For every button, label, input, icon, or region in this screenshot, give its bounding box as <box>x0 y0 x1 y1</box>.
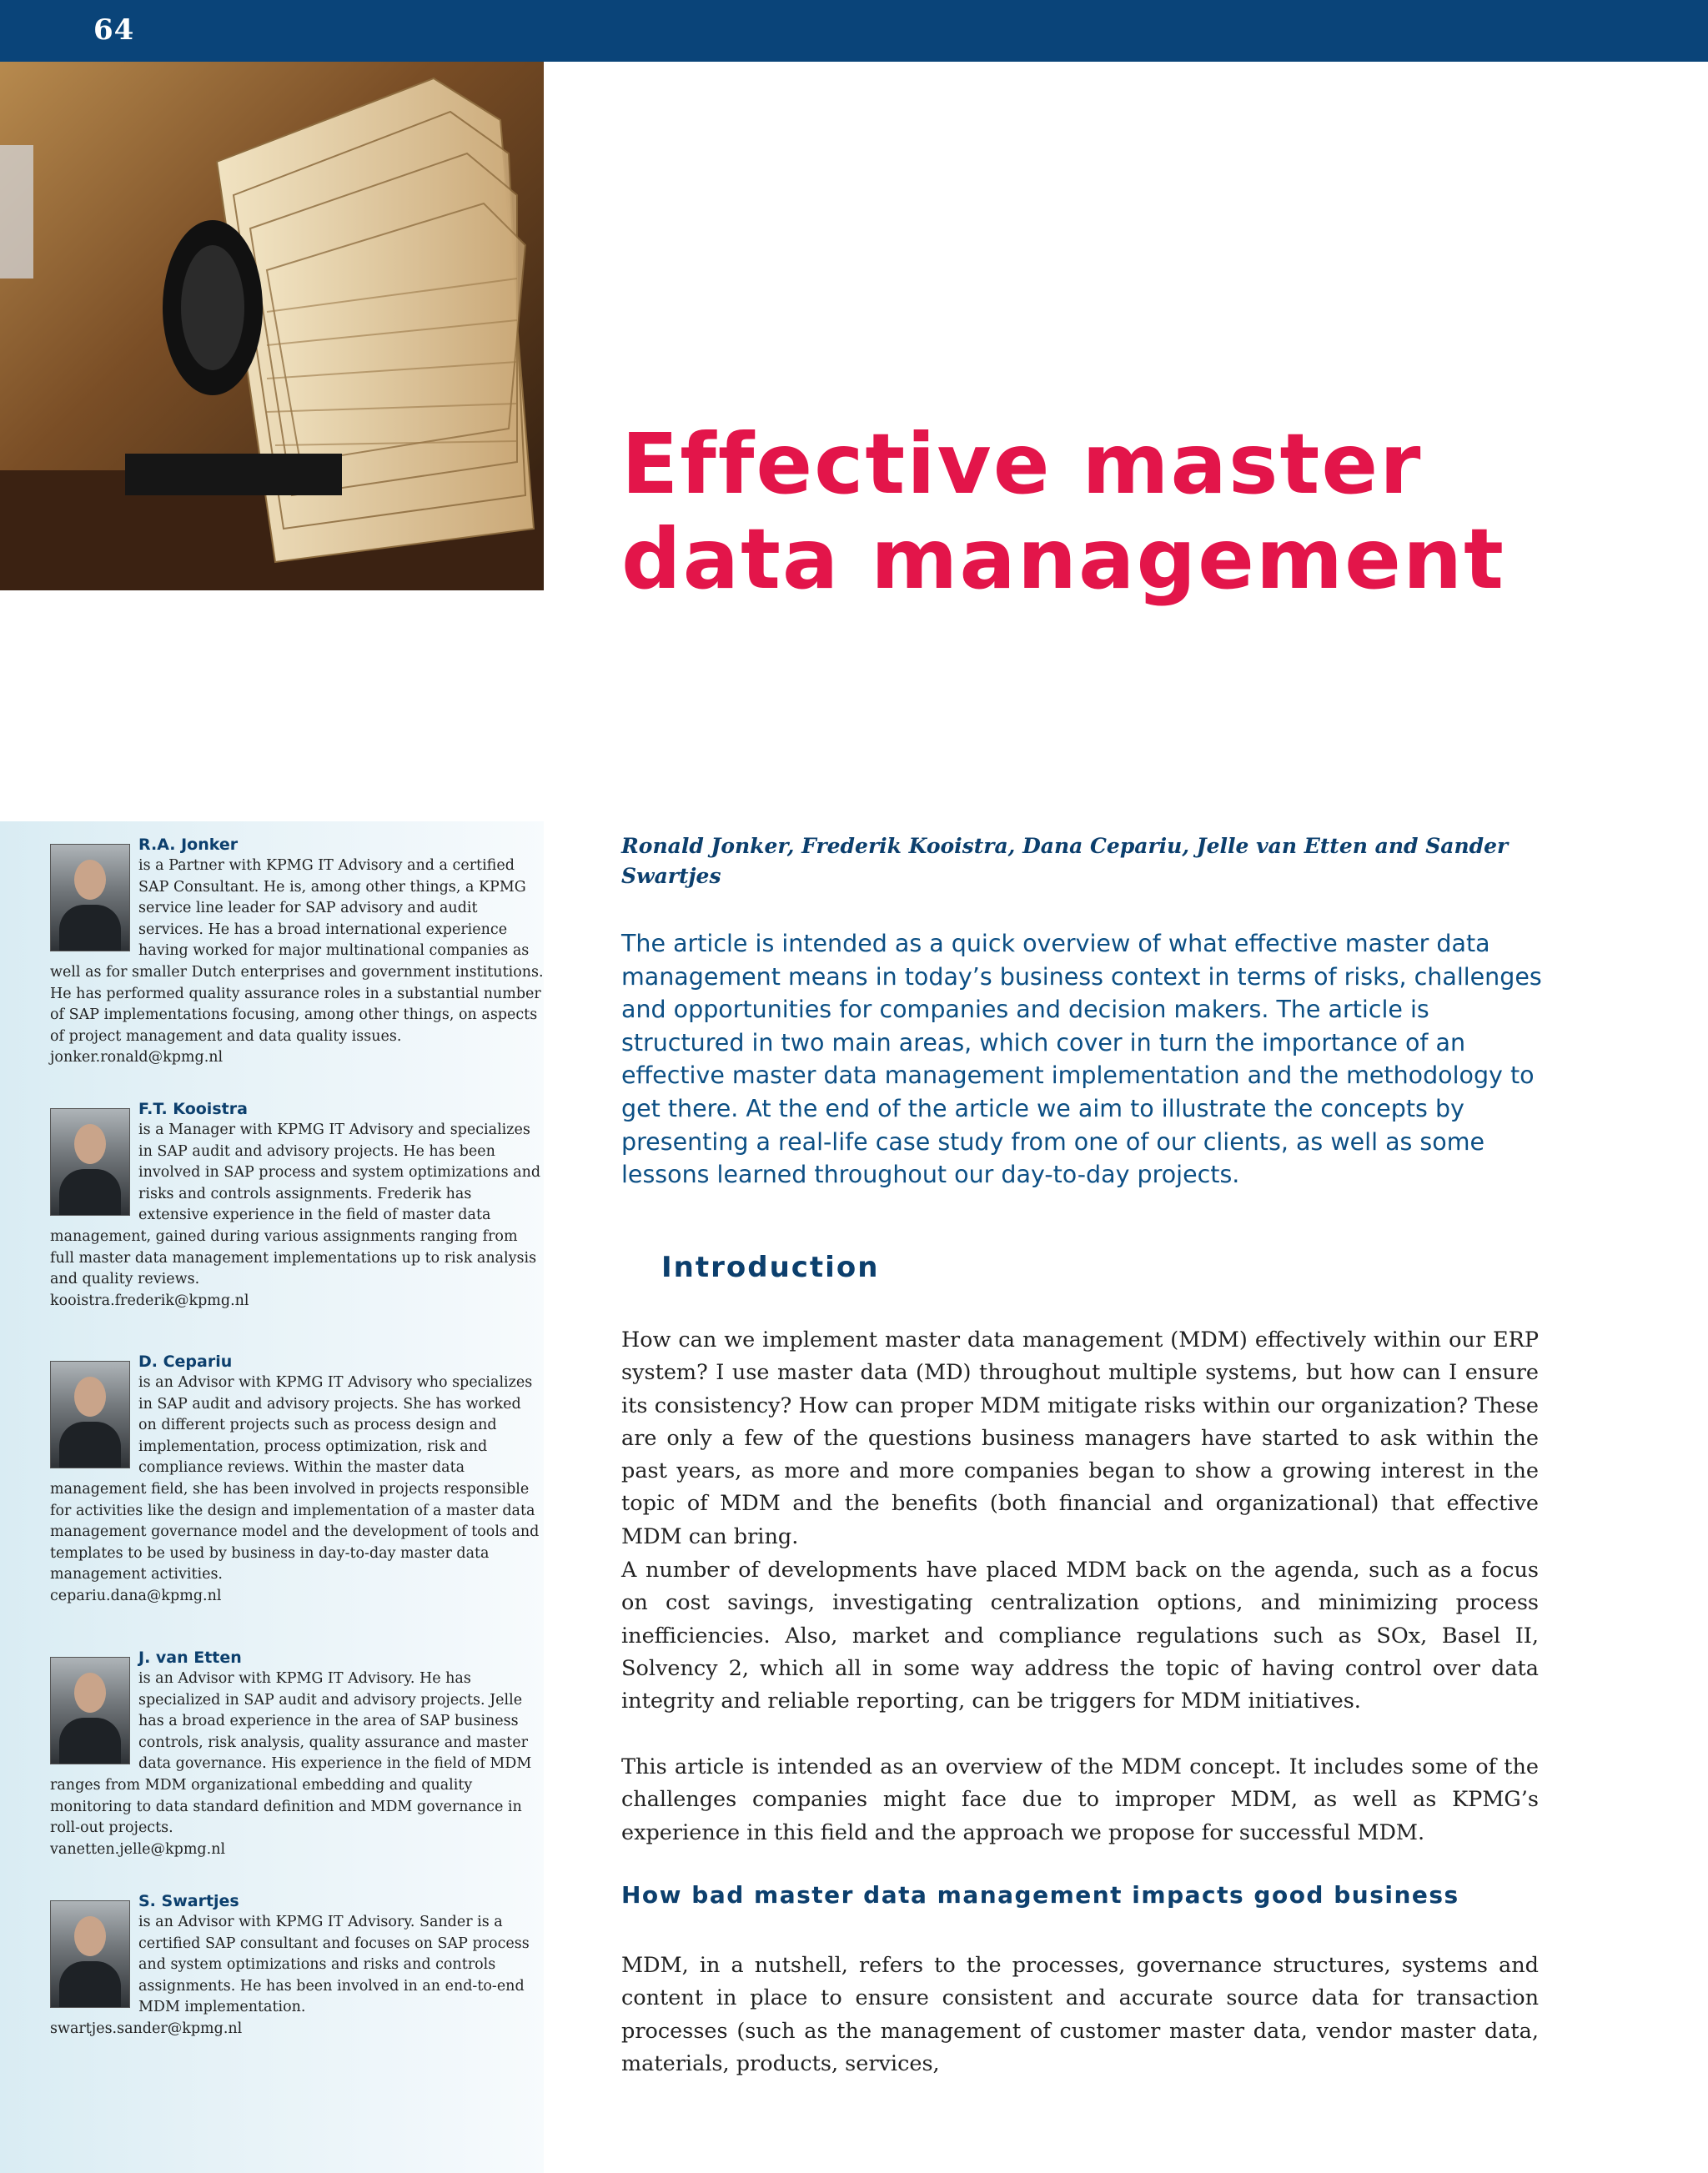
author-name: J. van Etten <box>138 1649 242 1667</box>
author-description: is an Advisor with KPMG IT Advisory. Sander is a certified SAP consultant and focuses on SAP process and system optimizations and risks and controls assignments. He has been involved in an end-to-end MDM implementation. <box>138 1914 530 2016</box>
author-photo <box>50 1900 130 2008</box>
title-line-2: data management <box>621 510 1505 608</box>
author-email: swartjes.sander@kpmg.nl <box>50 2020 243 2037</box>
author-bio <box>50 1647 544 1860</box>
author-bio <box>50 834 544 1069</box>
page-number: 64 <box>93 13 135 47</box>
author-email: vanetten.jelle@kpmg.nl <box>50 1840 226 1858</box>
body-paragraph-3: This article is intended as an overview of the MDM concept. It includes some of the challenges companies might face due to improper MDM, as well as KPMG’s experience in this field and the approach we propose for successful MDM. <box>621 1754 1539 1845</box>
author-description: is a Partner with KPMG IT Advisory and a certified SAP Consultant. He is, among other things, a KPMG service line leader for SAP advisory and audit services. He has a broad international experience having worked for major multinational companies as well as for smaller Dutch enterprises and government institutions. He has performed quality assurance roles in a substantial number of SAP implementations focusing, among other things, on aspects of project management and data quality issues. <box>50 857 544 1045</box>
author-description: is a Manager with KPMG IT Advisory and specializes in SAP audit and advisory projects. He has been involved in SAP process and system optimizations and risks and controls assignments. Frederik has extensive experience in the field of master data management, gained during various assignments ranging from full master data management implementations up to risk analysis and quality reviews. <box>50 1122 541 1288</box>
section-subheading: How bad master data management impacts good business <box>621 1881 1459 1909</box>
title-line-1: Effective master <box>621 415 1423 513</box>
author-name: F.T. Kooistra <box>138 1100 248 1118</box>
author-photo <box>50 1361 130 1468</box>
author-bio <box>50 1890 544 2040</box>
author-photo <box>50 1108 130 1216</box>
top-bar <box>0 0 1708 62</box>
author-name: S. Swartjes <box>138 1892 239 1910</box>
author-email: kooistra.frederik@kpmg.nl <box>50 1292 249 1309</box>
author-description: is an Advisor with KPMG IT Advisory. He has specialized in SAP audit and advisory projects. Jelle has a broad experience in the area of SAP business controls, risk analysis, quality assurance and master data governance. His experience in the field of MDM ranges from MDM organizational embedding and quality monitoring to data standard definition and MDM governance in roll-out projects. <box>50 1670 532 1837</box>
author-name: R.A. Jonker <box>138 836 239 854</box>
author-bio <box>50 1351 544 1608</box>
article-authors: Ronald Jonker, Frederik Kooistra, Dana Cepariu, Jelle van Etten and Sander Swartjes <box>621 834 1509 888</box>
author-description: is an Advisor with KPMG IT Advisory who specializes in SAP audit and advisory projects. She has worked on different projects such as process design and implementation, process optimization, risk and compliance reviews. Within the master data management field, she has been involved in projects responsible for activities like the design and implementation of a master data management governance model and the development of tools and templates to be used by business in day-to-day master data management activities. <box>50 1374 540 1583</box>
author-photo <box>50 1657 130 1764</box>
hero-photo <box>0 62 544 590</box>
author-email: jonker.ronald@kpmg.nl <box>50 1049 224 1066</box>
article-abstract: The article is intended as a quick overview of what effective master data management means in today’s business context in terms of risks, challenges and opportunities for companies and decision makers. The article is structured in two main areas, which cover in turn the importance of an effective master data management implementation and the methodology to get there. At the end of the article we aim to illustrate the concepts by presenting a real-life case study from one of our clients, as well as some lessons learned throughout our day-to-day projects. <box>621 930 1542 1189</box>
author-bio <box>50 1098 544 1312</box>
author-photo <box>50 844 130 951</box>
article-title <box>621 417 1622 607</box>
rolodex-image <box>0 62 544 590</box>
author-email: cepariu.dana@kpmg.nl <box>50 1587 222 1604</box>
body-paragraph-4: MDM, in a nutshell, refers to the processes, governance structures, systems and content in place to ensure consistent and accurate source data for transaction processes (such as the management of customer master data, vendor master data, materials, products, services, <box>621 1953 1539 2076</box>
author-name: D. Cepariu <box>138 1352 233 1371</box>
body-paragraph-2: A number of developments have placed MDM back on the agenda, such as a focus on cost savings, investigating centralization options, and minimizing process inefficiencies. Also, market and compliance regulations such as SOx, Basel II, Solvency 2, which all in some way address the topic of having control over data integrity and reliable reporting, can be triggers for MDM initiatives. <box>621 1558 1539 1714</box>
introduction-heading: Introduction <box>661 1251 880 1284</box>
body-paragraph-1: How can we implement master data management (MDM) effectively within our ERP system? I use master data (MD) throughout multiple systems, but how can I ensure its consistency? How can proper MDM mitigate risks within our organization? These are only a few of the questions business managers have started to ask within the past years, as more and more companies began to show a growing interest in the topic of MDM and the benefits (both financial and organizational) that effective MDM can bring. <box>621 1327 1539 1549</box>
